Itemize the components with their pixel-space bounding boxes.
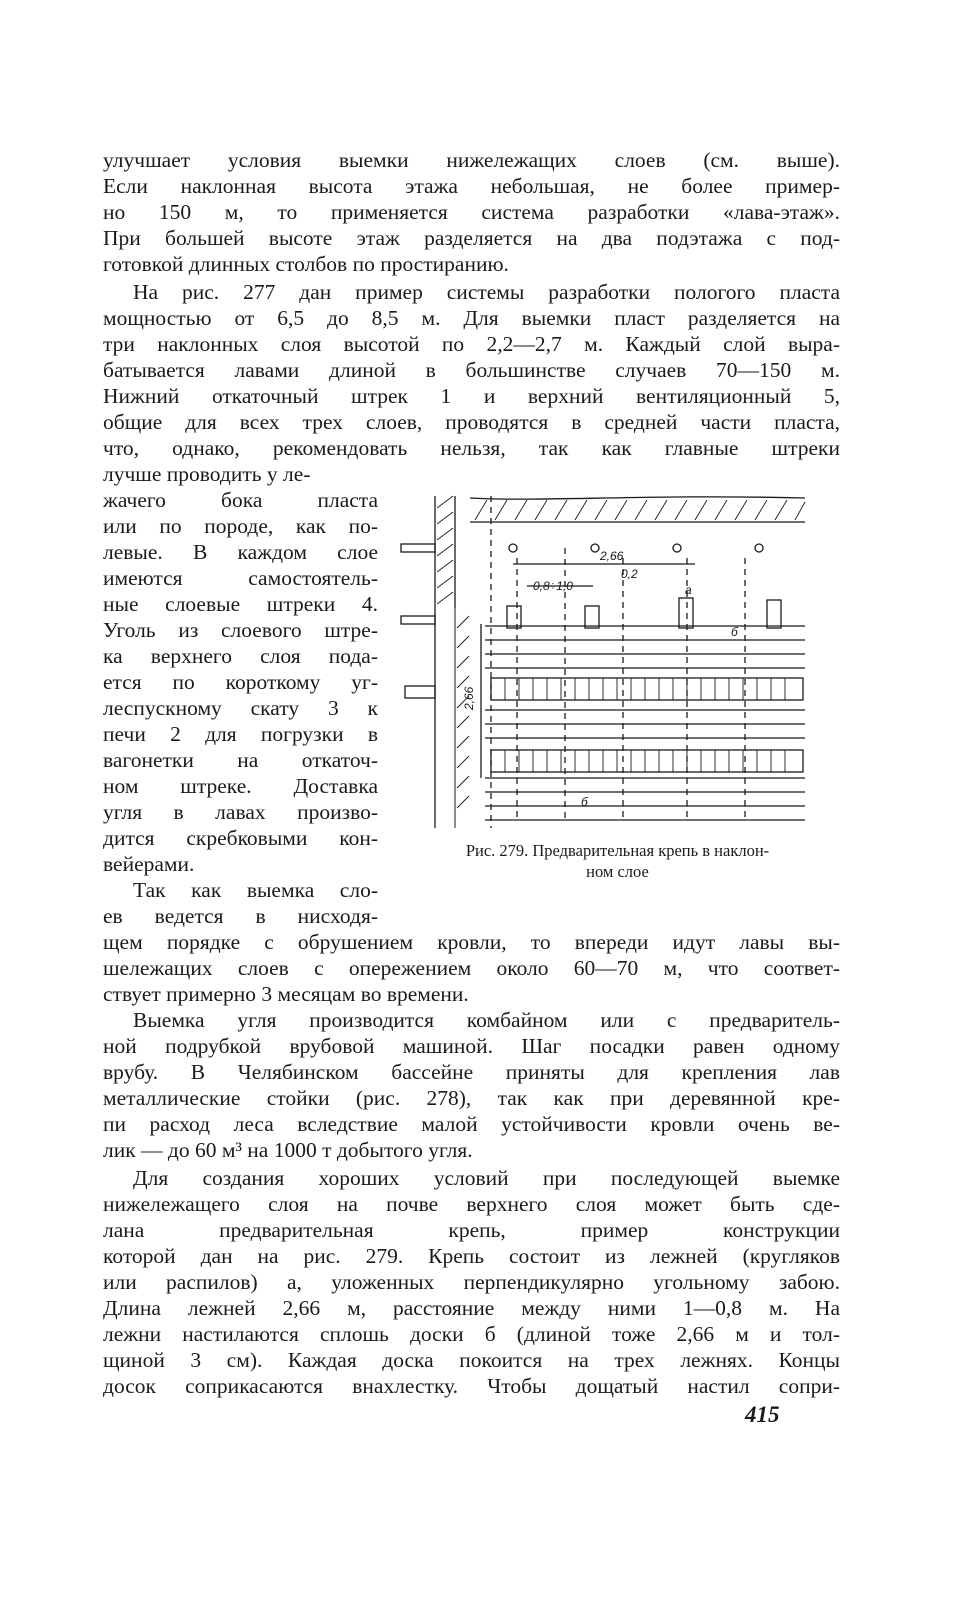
text-line: три наклонных слоя высотой по 2,2—2,7 м. Каждый слой выра- — [103, 332, 840, 356]
text-line: общие для всех трех слоев, проводятся в средней части пласта, — [103, 410, 840, 434]
dimension-label-08-10: 0,8÷1,0 — [533, 579, 573, 593]
text-line: или распилов) а, уложенных перпендикулярно угольному забою. — [103, 1270, 840, 1294]
text-line: ется по короткому уг- — [103, 670, 378, 694]
text-line: досок соприкасаются внахлестку. Чтобы дощатый настил сопри- — [103, 1374, 840, 1398]
text-line: улучшает условия выемки нижележащих слоев (см. выше). — [103, 148, 840, 172]
text-line: Так как выемка сло- — [133, 878, 378, 902]
text-line: ные слоевые штреки 4. — [103, 592, 378, 616]
text-line: угля в лавах произво- — [103, 800, 378, 824]
text-line: лежни настилаются сплошь доски б (длиной тоже 2,66 м и тол- — [103, 1322, 840, 1346]
text-line: батывается лавами длиной в большинстве случаев 70—150 м. — [103, 358, 840, 382]
text-line: или по породе, как по- — [103, 514, 378, 538]
text-line: ном штреке. Доставка — [103, 774, 378, 798]
text-line: пи расход леса вследствие малой устойчивости кровли очень ве- — [103, 1112, 840, 1136]
page-number: 415 — [745, 1402, 780, 1427]
dimension-label-266-side: 2,66 — [462, 686, 476, 710]
text-line: левые. В каждом слое — [103, 540, 378, 564]
figure-caption-line-1: Рис. 279. Предварительная крепь в наклон- — [465, 841, 770, 860]
text-line: лучше проводить у ле- — [103, 462, 311, 486]
label-b: б — [731, 625, 738, 639]
text-line: ка верхнего слоя пода- — [103, 644, 378, 668]
text-line: ствует примерно 3 месяцам во времени. — [103, 982, 469, 1006]
text-line: При большей высоте этаж разделяется на два подэтажа с под- — [103, 226, 840, 250]
text-line: печи 2 для погрузки в — [103, 722, 378, 746]
text-line: ной подрубкой врубовой машиной. Шаг посадки равен одному — [103, 1034, 840, 1058]
text-line: Если наклонная высота этажа небольшая, не более пример- — [103, 174, 840, 198]
text-line: жачего бока пласта — [103, 488, 378, 512]
text-line: леспускному скату 3 к — [103, 696, 378, 720]
dimension-label-266: 2,66 — [600, 549, 624, 563]
figure-caption-line-2: ном слое — [586, 862, 649, 881]
text-line: нижележащего слоя на почве верхнего слоя может быть сде- — [103, 1192, 840, 1216]
text-line: вагонетки на откаточ- — [103, 748, 378, 772]
label-a: а — [685, 583, 692, 597]
text-line: шележащих слоев с опережением около 60—70 м, что соответ- — [103, 956, 840, 980]
text-line: которой дан на рис. 279. Крепь состоит из лежней (кругляков — [103, 1244, 840, 1268]
text-line: Длина лежней 2,66 м, расстояние между ними 1—0,8 м. На — [103, 1296, 840, 1320]
text-line: вейерами. — [103, 852, 195, 876]
text-line: Для создания хороших условий при последующей выемке — [133, 1166, 840, 1190]
text-line: что, однако, рекомендовать нельзя, так как главные штреки — [103, 436, 840, 460]
dimension-label-02: 0,2 — [621, 567, 638, 581]
text-line: дится скребковыми кон- — [103, 826, 378, 850]
text-line: ев ведется в нисходя- — [103, 904, 378, 928]
figure-279-diagram — [395, 488, 840, 836]
text-line: щем порядке с обрушением кровли, то впереди идут лавы вы- — [103, 930, 840, 954]
text-line: готовкой длинных столбов по простиранию. — [103, 252, 509, 276]
text-line: металлические стойки (рис. 278), так как при деревянной кре- — [103, 1086, 840, 1110]
text-line: лана предварительная крепь, пример конструкции — [103, 1218, 840, 1242]
text-line: имеются самостоятель- — [103, 566, 378, 590]
label-b-bottom: б — [581, 795, 588, 809]
text-line: мощностью от 6,5 до 8,5 м. Для выемки пласт разделяется на — [103, 306, 840, 330]
text-line: Нижний откаточный штрек 1 и верхний вентиляционный 5, — [103, 384, 840, 408]
text-line: лик — до 60 м³ на 1000 т добытого угля. — [103, 1138, 473, 1162]
text-line: Выемка угля производится комбайном или с предваритель- — [133, 1008, 840, 1032]
text-line: щиной 3 см). Каждая доска покоится на трех лежнях. Концы — [103, 1348, 840, 1372]
text-line: Уголь из слоевого штре- — [103, 618, 378, 642]
text-line: На рис. 277 дан пример системы разработки пологого пласта — [133, 280, 840, 304]
text-line: врубу. В Челябинском бассейне приняты для крепления лав — [103, 1060, 840, 1084]
text-line: но 150 м, то применяется система разработки «лава-этаж». — [103, 200, 840, 224]
